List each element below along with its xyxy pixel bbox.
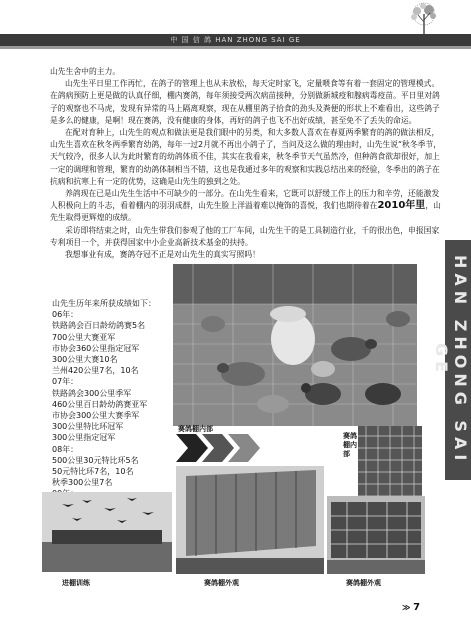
record-line: 兰州420公里7名，10名 xyxy=(52,366,139,376)
page-number-text: 7 xyxy=(413,602,421,613)
record-line: 300公里特比环冠军 xyxy=(52,422,124,432)
record-line: 08年： xyxy=(52,444,79,454)
record-line: 铁路鸽会300公里季军 xyxy=(52,388,132,398)
caption-loft-interior-vertical: 赛鸽棚内部 xyxy=(343,432,357,458)
tree-logo-icon xyxy=(399,2,449,36)
page-number xyxy=(402,602,420,613)
record-line: 市协会300公里大赛季军 xyxy=(52,411,140,421)
paragraph-2: 山先生平日里工作再忙，在鸽子的管理上也从未放松，每天定时家飞，定量喂食等有着一套固定的管理模式。在鸽病预防上更是做的认真仔细，棚内赛鸽，每年须接受两次病苗接种，分别做新城疫和腺病毒疫苗。平日里对鸽子的观察也不马虎，发现有异常的马上隔离观察，现在从棚里鸽子拾食的劲头及粪便的形状上不难看出，这些鸽子是多么的健康，是啊！现在赛鸽，没有健康的身体，再好的鸽子也飞不出好成绩，甚至免不了丢失的命运。 xyxy=(50,79,440,125)
paragraph-6: 我想事业有成，赛鸽夺冠不正是对山先生的真实写照吗！ xyxy=(65,250,260,260)
chevron-arrows-icon xyxy=(176,434,328,462)
loft-exterior-photo-1 xyxy=(176,466,324,574)
article-body xyxy=(50,66,444,261)
record-line: 500公里30元特比环5名 xyxy=(52,455,139,465)
caption-loft-exterior-1: 赛鸽棚外观 xyxy=(204,579,239,587)
side-tab-text: HAN ZHONG SAI GE xyxy=(432,254,470,466)
paragraph-3: 在配对育种上，山先生的观点和做法更是我们眼中的另类，和大多数人喜欢在春夏两季繁育的鸽的做法相反，山先生喜欢在秋冬两季繁育幼鸽，每年一过2月就不再出小鸽子了，当问及这么做的理由时，山先生说“秋冬季节，天气较冷，很多人认为此时繁育的幼鸽体质不佳，其实在我看来，秋冬季节天气虽然冷，但种鸽食欲却很好，加上一定的调理和管理，繁育的幼鸽体制相当不错，这也是我通过多年的观察和实践总结出来的经验，冬季出的鸽子在抗病和抗寒上有一定的优势，这确是山先生的独到之处。 xyxy=(50,128,442,186)
record-line: 50元特比环7名，10名 xyxy=(52,467,134,477)
record-line: 300公里指定冠军 xyxy=(52,433,116,443)
record-line: 铁路鸽会百日龄幼鸽赛5名 xyxy=(52,321,146,331)
paragraph-1: 山先生舍中的主力。 xyxy=(50,67,121,76)
record-line: 市协会360公里指定冠军 xyxy=(52,343,140,353)
paragraph-4-tail: ，山先生取得更辉煌的成绩。 xyxy=(50,201,441,223)
record-line: 06年： xyxy=(52,310,79,320)
paragraph-4 xyxy=(50,188,444,225)
header-underline xyxy=(0,46,471,49)
record-line: 460公里百日龄幼鸽赛亚军 xyxy=(52,399,148,409)
caption-loft-exterior-2: 赛鸽棚外观 xyxy=(346,579,381,587)
records-title: 山先生历年来所获成绩如下： xyxy=(52,299,156,308)
record-line: 07年： xyxy=(52,377,79,387)
training-photo xyxy=(42,492,172,572)
record-line: 700公里大赛亚军 xyxy=(52,332,116,342)
page-number-arrows-icon: ≫ xyxy=(402,603,414,612)
header-magazine-line: 中 国 信 鸽 HAN ZHONG SAI GE xyxy=(170,36,301,44)
paragraph-5: 采访即将结束之时，山先生带我们参观了他的工厂车间，山先生干的是工具制造行业，千的很出色，申报国家专利项目一个，并获得国家中小企业高新技术基金的扶持。 xyxy=(50,225,440,247)
caption-training: 进棚训练 xyxy=(62,579,90,587)
pigeons-in-loft-photo xyxy=(173,264,417,426)
record-line: 秋季300公里7名 xyxy=(52,478,113,488)
record-line: 300公里大赛10名 xyxy=(52,355,118,365)
paragraph-4-text: 养鸽现在已是山先生生活中不可缺少的一部分。在山先生看来，它既可以舒缓工作上的压力和辛劳，还能激发人积极向上的斗志，看着棚内的羽羽成群，山先生脸上洋溢着难以掩饰的喜悦，我们也期待着在 xyxy=(50,189,440,211)
caption-loft-interior: 赛鸽棚内部 xyxy=(178,425,213,433)
highlight-year: 2010年里 xyxy=(377,200,426,212)
loft-exterior-photo-2 xyxy=(327,496,425,574)
